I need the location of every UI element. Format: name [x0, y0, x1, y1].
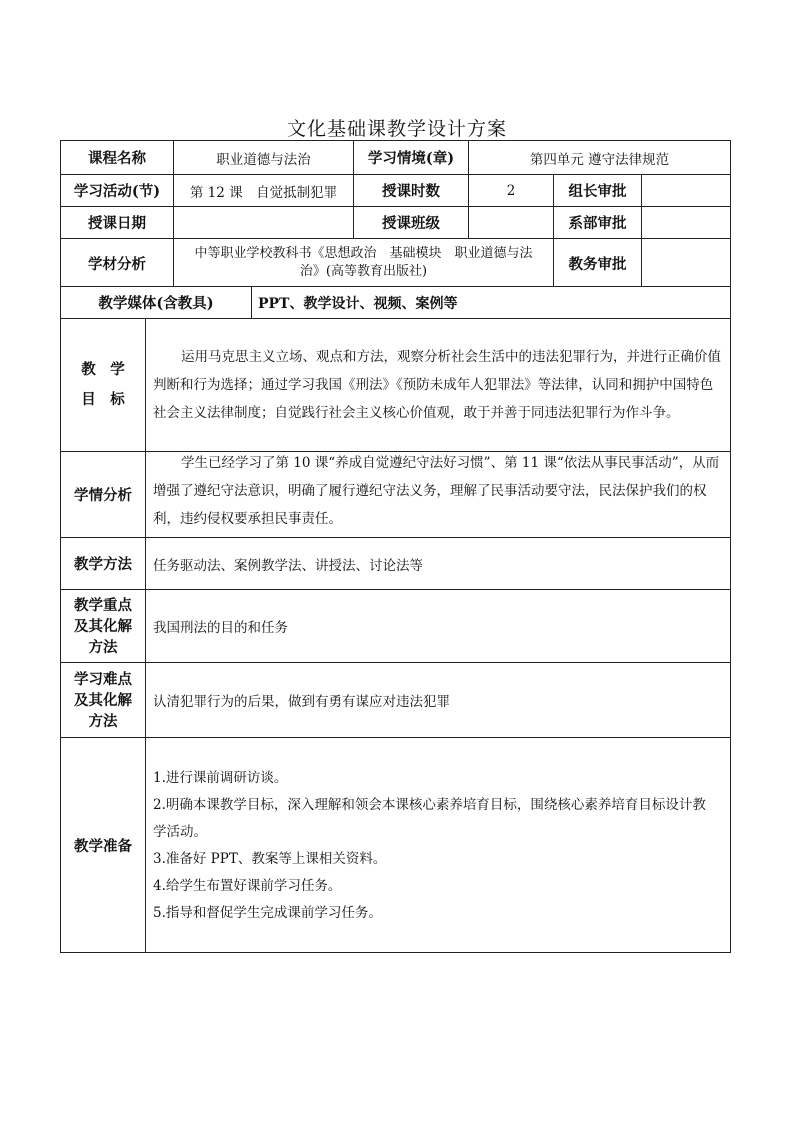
prep-item-1: 1.进行课前调研访谈。	[153, 769, 288, 786]
prep-item-3: 3.准备好 PPT、教案等上课相关资料。	[153, 850, 387, 867]
difficulty-label-line-2: 及其化解	[74, 691, 132, 709]
goal-text: 运用马克思主义立场、观点和方法，观察分析社会生活中的违法犯罪行为，并进行正确价值判断和行为选择；通过学习我国《刑法》《预防未成年人犯罪法》等法律，认同和拥护中国特色社会主义法律制度；自觉践行社会主义核心价值观，敢于并善于同违法犯罪行为作斗争。	[153, 349, 721, 421]
key-label-line-2: 及其化解	[74, 617, 132, 635]
affairs-approval-value	[641, 238, 730, 287]
prep-label: 教学准备	[61, 737, 145, 953]
course-name-label: 课程名称	[88, 150, 146, 167]
goal-label-line-2: 目 标	[81, 391, 125, 408]
prep-item-2-cont: 学活动。	[153, 823, 207, 840]
prep-item-2: 2.明确本课教学目标，深入理解和领会本课核心素养培育目标，围绕核心素养培育目标设计教	[153, 796, 706, 813]
dept-approval-label: 系部审批	[553, 206, 641, 238]
media-value: PPT、教学设计、视频、案例等	[251, 286, 730, 318]
activity-value: 第 12 课 自觉抵制犯罪	[173, 174, 353, 206]
key-text: 我国刑法的目的和任务	[145, 589, 730, 662]
material-value	[173, 238, 553, 287]
media-label: 教学媒体(含教具)	[61, 286, 251, 318]
course-name-value: 职业道德与法治	[173, 141, 353, 174]
hours-value: 2	[468, 174, 553, 206]
material-label: 学材分析	[61, 238, 173, 287]
dept-approval-value	[641, 206, 730, 238]
material-line-1: 中等职业学校教科书《思想政治 基础模块 职业道德与法	[194, 246, 533, 261]
page-title: 文化基础课教学设计方案	[286, 118, 507, 140]
leader-approval-label: 组长审批	[553, 174, 641, 206]
material-line-2: 治》(高等教育出版社)	[299, 264, 428, 279]
analysis-label: 学情分析	[61, 451, 145, 537]
prep-content	[145, 737, 730, 953]
method-text: 任务驱动法、案例教学法、讲授法、讨论法等	[145, 537, 730, 589]
hours-label: 授课时数	[353, 174, 468, 206]
analysis-text: 学生已经学习了第 10 课“养成自觉遵纪守法好习惯”、第 11 课“依法从事民事活动”，从而增强了遵纪守法意识，明确了履行遵纪守法义务，理解了民事活动要守法，民法保护我们的权利，违约侵权要承担民事责任。	[153, 455, 720, 527]
analysis-content	[145, 451, 730, 537]
goal-content	[145, 318, 730, 451]
key-label-line-1: 教学重点	[74, 596, 132, 614]
difficulty-label	[61, 662, 145, 737]
goal-label	[61, 318, 145, 451]
media-row	[60, 286, 731, 318]
method-label: 教学方法	[61, 537, 145, 589]
situation-value: 第四单元 遵守法律规范	[468, 141, 730, 174]
key-label	[61, 589, 145, 662]
activity-label: 学习活动(节)	[61, 174, 173, 206]
difficulty-text: 认清犯罪行为的后果，做到有勇有谋应对违法犯罪	[145, 662, 730, 737]
class-value	[468, 206, 553, 238]
header-table	[60, 140, 731, 286]
goal-label-line-1: 教 学	[81, 361, 125, 378]
date-value	[173, 206, 353, 238]
body-table	[60, 318, 731, 953]
situation-label: 学习情境(章)	[353, 141, 468, 174]
difficulty-label-line-1: 学习难点	[74, 670, 132, 688]
key-label-line-3: 方法	[88, 638, 118, 656]
difficulty-label-line-3: 方法	[88, 712, 118, 730]
prep-item-4: 4.给学生布置好课前学习任务。	[153, 877, 342, 894]
prep-item-5: 5.指导和督促学生完成课前学习任务。	[153, 904, 382, 921]
class-label: 授课班级	[353, 206, 468, 238]
date-label: 授课日期	[61, 206, 173, 238]
leader-approval-value	[641, 174, 730, 206]
affairs-approval-label: 教务审批	[553, 238, 641, 287]
